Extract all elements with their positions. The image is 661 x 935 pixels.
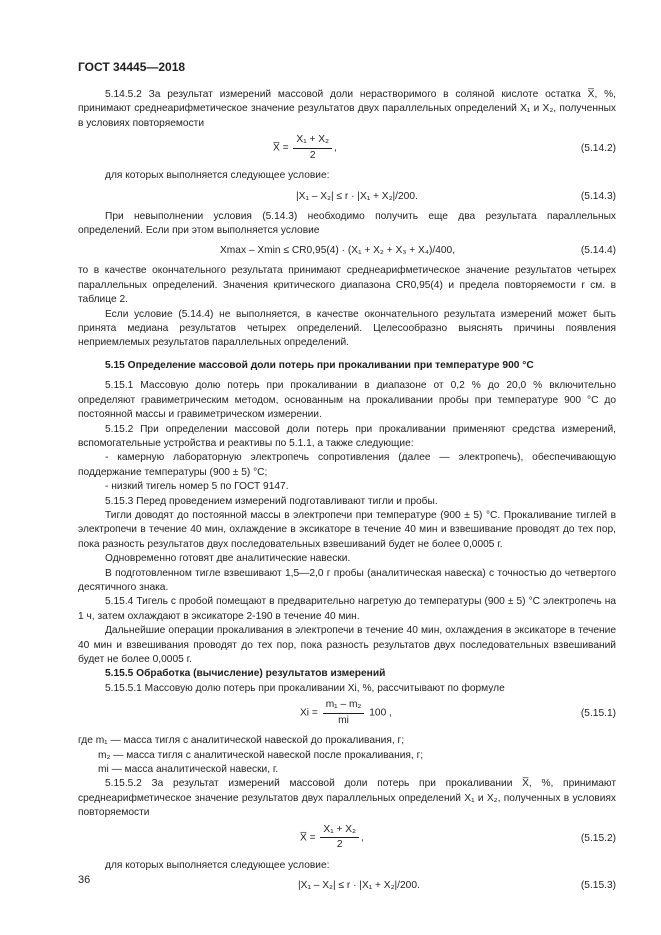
formula-tail: , [361,832,364,844]
document-header: ГОСТ 34445—2018 [78,60,186,74]
list-item-crucible: - низкий тигель номер 5 по ГОСТ 9147. [105,481,289,493]
section-heading-5-15: 5.15 Определение массовой доли потерь при прокаливании при температуре 900 °С [105,359,534,371]
formula-5-15-2 [78,823,616,857]
paragraph-final-result: то в качестве окончательного результата принимают среднеарифметическое значение результатов четырех параллельных определений. Значения критического диапазона CR0,95(4) и предела повторяемости r см. в таблице 2. [78,265,616,306]
paragraph-5-15-3: 5.15.3 Перед проведением измерений подготавливают тигли и пробы. [105,495,438,507]
formula-lhs: X̅ = [273,142,289,154]
paragraph-two-samples: Одновременно готовят две аналитические навески. [105,553,351,565]
document-body [78,88,616,899]
formula-number: (5.14.3) [580,190,616,202]
paragraph-5-15-5-1: 5.15.5.1 Массовую долю потерь при прокаливании Xi, %, рассчитывают по формуле [105,682,505,694]
formula-number: (5.15.2) [580,832,616,844]
list-item-furnace: - камерную лабораторную электропечь сопротивления (далее — электропечь), обеспечивающую поддержание температуры (900 ± 5) °С; [78,452,616,478]
formula-5-14-2 [78,133,616,167]
paragraph-condition-1: для которых выполняется следующее условие: [105,170,330,182]
paragraph-5-14-5-2: 5.14.5.2 За результат измерений массовой доли нерастворимого в соляной кислоте остатка X̅, %, принимают среднеарифметическое значение результатов двух параллельных определений X₁ и X₂, полученных в условиях повторяемости [78,89,616,129]
section-heading-5-15-5: 5.15.5 Обработка (вычисление) результатов измерений [105,668,386,680]
formula-denominator: 2 [336,839,343,851]
formula-number: (5.15.3) [580,880,616,892]
formula-number: (5.14.2) [580,143,616,155]
formula-5-15-3 [78,875,616,897]
formula-5-14-3 [78,186,616,208]
formula-denominator: 2 [309,149,316,161]
paragraph-median: Если условие (5.14.4) не выполняется, в качестве окончательного результата измерений может быть принята медиана результатов четырех определений. Целесообразно выяснять причины появления неприемлемых результатов параллельных определений. [78,308,616,349]
definition-m2: m₂ — масса тигля с аналитической навеской после прокаливания, г; [98,749,424,761]
definition-mi: mi — масса аналитической навески, г. [98,764,279,776]
formula-numerator: X₁ + X₂ [293,133,332,148]
formula-5-15-1 [78,698,616,732]
formula-tail: 100 , [369,707,392,719]
paragraph-nonfulfilment: При невыполнении условия (5.14.3) необходимо получить еще два результата параллельных определений. Если при этом выполняется условие [78,210,616,237]
formula-tail: , [334,142,337,154]
formula-lhs: Xi = [300,707,318,719]
paragraph-further-operations: Дальнейшие операции прокаливания в электропечи в течение 40 мин, охлаждения в эксикаторе в течение 40 мин и взвешивания проводят до тех пор, пока разность результатов двух последовательных взвешиваний будет не более 0,0005 г. [78,625,616,665]
paragraph-5-15-5-2: 5.15.5.2 За результат измерений массовой доли потерь при прокаливании X̅, %, принимают среднеарифметическое значение результатов двух параллельных определений X₁ и X₂, полученных в условиях повторяемости [78,778,616,819]
paragraph-5-15-1: 5.15.1 Массовую долю потерь при прокаливании в диапазоне от 0,2 % до 20,0 % включительно определяют гравиметрическим методом, основанным на прокаливании пробы при температуре 900 °С до постоянной массы и гравиметрическом измерении. [78,380,616,421]
formula-expression: |X₁ – X₂| ≤ r · |X₁ + X₂|/200. [298,880,420,892]
formula-expression: |X₁ – X₂| ≤ r · |X₁ + X₂|/200. [296,190,418,202]
definition-m1: где m₁ — масса тигля с аналитической навеской до прокаливания, г; [78,735,405,747]
paragraph-5-15-2: 5.15.2 При определении массовой доли потерь при прокаливании применяют средства измерений, вспомогательные устройства и реактивы по 5.1.1, а также следующие: [78,423,616,449]
formula-number: (5.15.1) [580,708,616,720]
formula-number: (5.14.4) [580,245,616,257]
page-number: 36 [78,874,91,886]
formula-denominator: mi [338,714,349,726]
formula-5-14-4 [78,240,616,262]
paragraph-crucible-prep: Тигли доводят до постоянной массы в электропечи при температуре (900 ± 5) °С. Прокаливание тиглей в электропечи в течение 40 мин, охлаждение в эксикаторе в течение 40 мин и взвешивание проводят до тех пор, пока разность результатов двух последовательных взвешиваний будет не более 0,0005 г. [78,509,616,550]
definitions-list [78,734,616,777]
formula-numerator: m₁ – m₂ [323,698,365,713]
paragraph-weighing: В подготовленном тигле взвешивают 1,5—2,0 г пробы (аналитическая навеска) с точностью до четвертого десятичного знака. [78,567,616,593]
paragraph-condition-2: для которых выполняется следующее условие: [105,859,330,871]
formula-expression: Xmax – Xmin ≤ CR0,95(4) · (X₁ + X₂ + X₃ + X₄)/400, [220,245,456,257]
paragraph-5-15-4: 5.15.4 Тигель с пробой помещают в предварительно нагретую до температуры (900 ± 5) °С электропечь на 1 ч, затем охлаждают в эксикаторе 2-190 в течение 40 мин. [78,596,616,622]
formula-lhs: X̅ = [300,832,316,844]
formula-numerator: X₁ + X₂ [320,823,359,838]
